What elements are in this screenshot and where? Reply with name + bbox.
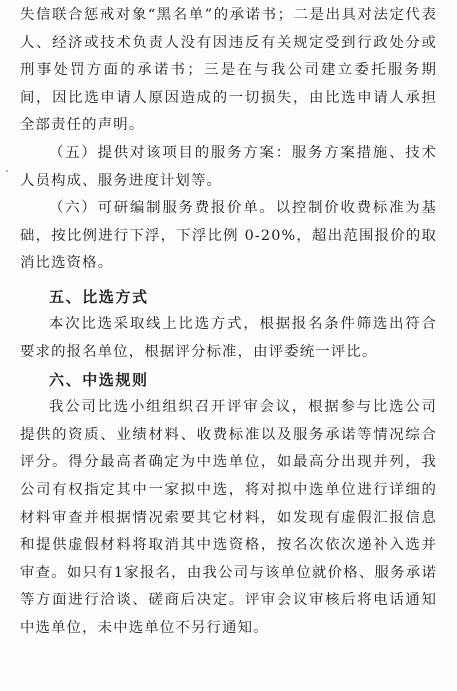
section-heading-selection-rules: 六、中选规则 [49,371,149,390]
paragraph-commitment-statement: 失信联合惩戒对象“黑名单”的承诺书；二是出具对法定代表人、经济或技术负责人没有因违反有关规定受到行政处分或刑事处罚方面的承诺书；三是在与我公司建立委托服务期间，因比选申请人原因造成的一切损失，由比选申请人承担全部责任的声明。 [20,7,437,134]
section-heading-selection-method: 五、比选方式 [49,287,149,306]
scan-speck [6,170,8,172]
paragraph-fee-quote: （六）可研编制服务费报价单。以控制价收费标准为基础，按比例进行下浮，下浮比例 0-20%，超出范围报价的取消比选资格。 [20,200,437,272]
paragraph-service-plan: （五）提供对该项目的服务方案：服务方案措施、技术人员构成、服务进度计划等。 [20,144,437,189]
paragraph-selection-rules: 我公司比选小组组织召开评审会议，根据参与比选公司提供的资质、业绩材料、收费标准以及服务承诺等情况综合评分。得分最高者确定为中选单位，如最高分出现并列，我公司有权指定其中一家拟中选，将对拟中选单位进行详细的材料审查并根据情况索要其它材料，如发现有虚假汇报信息和提供虚假材料将取消其中选资格，按名次依次递补入选并审查。如只有1家报名，由我公司与该单位就价格、服务承诺等方面进行洽谈、磋商后决定。评审会议审核后将电话通知中选单位，未中选单位不另行通知。 [20,399,437,636]
paragraph-selection-method: 本次比选采取线上比选方式，根据报名条件筛选出符合要求的报名单位，根据评分标准，由评委统一评比。 [20,315,437,360]
